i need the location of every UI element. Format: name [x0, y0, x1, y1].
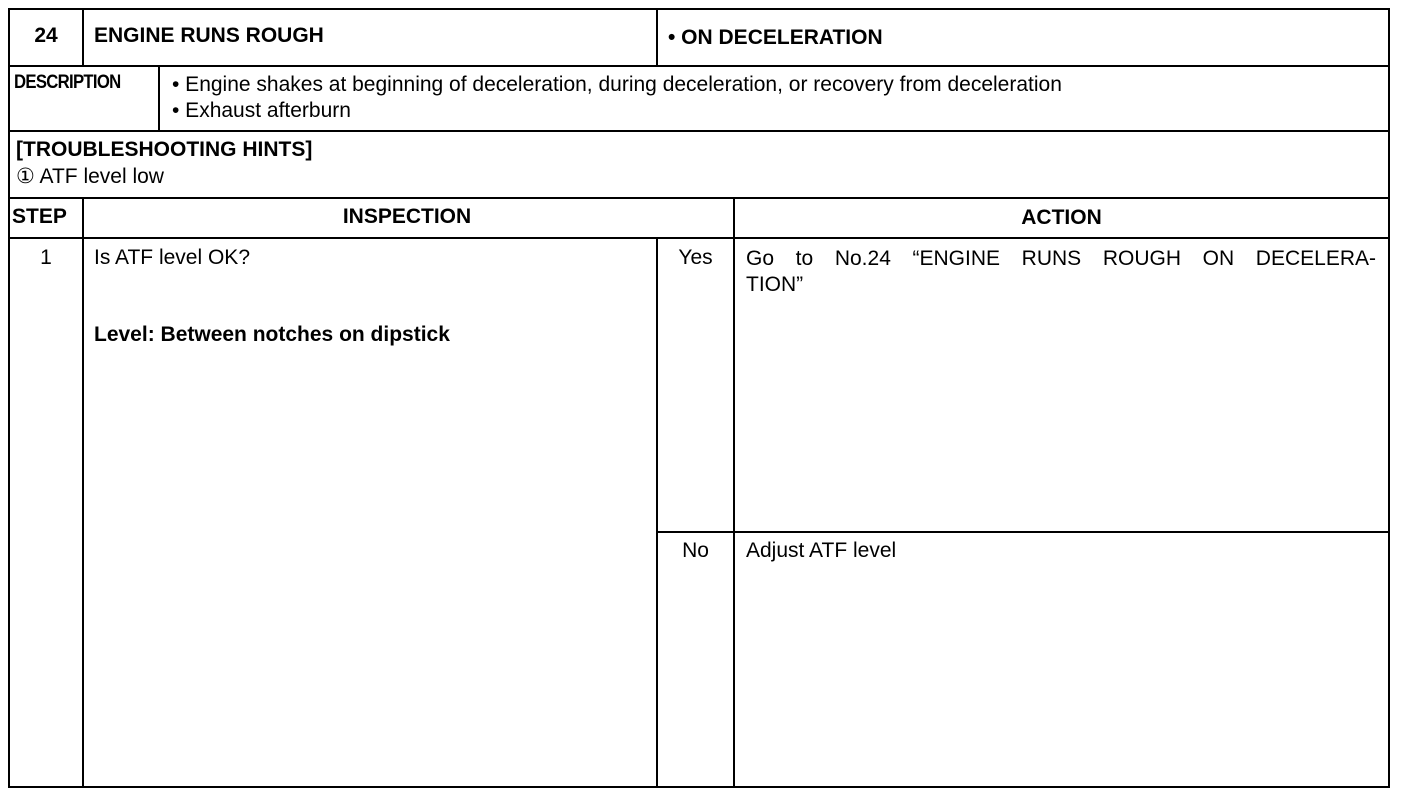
no-action: Adjust ATF level	[746, 539, 897, 562]
rule-header-condition	[656, 8, 658, 66]
yes-action-line2: TION”	[746, 273, 804, 296]
rule-below-header	[8, 65, 1390, 67]
header-condition: • ON DECELERATION	[668, 26, 883, 49]
rule-below-description	[8, 130, 1390, 132]
hint-item: ① ATF level low	[16, 165, 164, 188]
rule-step-column	[82, 198, 84, 788]
rule-below-column-headers	[8, 237, 1390, 239]
answer-yes-label: Yes	[678, 246, 713, 269]
rule-description-label	[158, 66, 160, 131]
inspection-question: Is ATF level OK?	[94, 246, 250, 269]
troubleshooting-table	[8, 8, 1390, 788]
rule-between-yes-no	[657, 531, 1390, 533]
answer-no-label: No	[682, 539, 709, 562]
description-item: • Exhaust afterburn	[172, 99, 351, 122]
header-title: ENGINE RUNS ROUGH	[94, 24, 324, 47]
column-header-action: ACTION	[1021, 206, 1102, 229]
rule-action-column	[733, 198, 735, 788]
step-number: 1	[40, 246, 52, 269]
rule-header-number	[82, 8, 84, 66]
description-label: DESCRIPTION	[14, 72, 121, 93]
rule-inspection-answer	[656, 238, 658, 788]
inspection-spec: Level: Between notches on dipstick	[94, 323, 450, 346]
column-header-inspection: INSPECTION	[342, 205, 472, 228]
rule-below-hints	[8, 197, 1390, 199]
header-number: 24	[34, 24, 58, 47]
yes-action-line1: Go to No.24 “ENGINE RUNS ROUGH ON DECELERA-	[746, 247, 1376, 270]
column-header-step: STEP	[12, 205, 67, 228]
hints-heading: [TROUBLESHOOTING HINTS]	[16, 138, 313, 161]
description-item: • Engine shakes at beginning of deceleration, during deceleration, or recovery from deceleration	[172, 73, 1062, 96]
